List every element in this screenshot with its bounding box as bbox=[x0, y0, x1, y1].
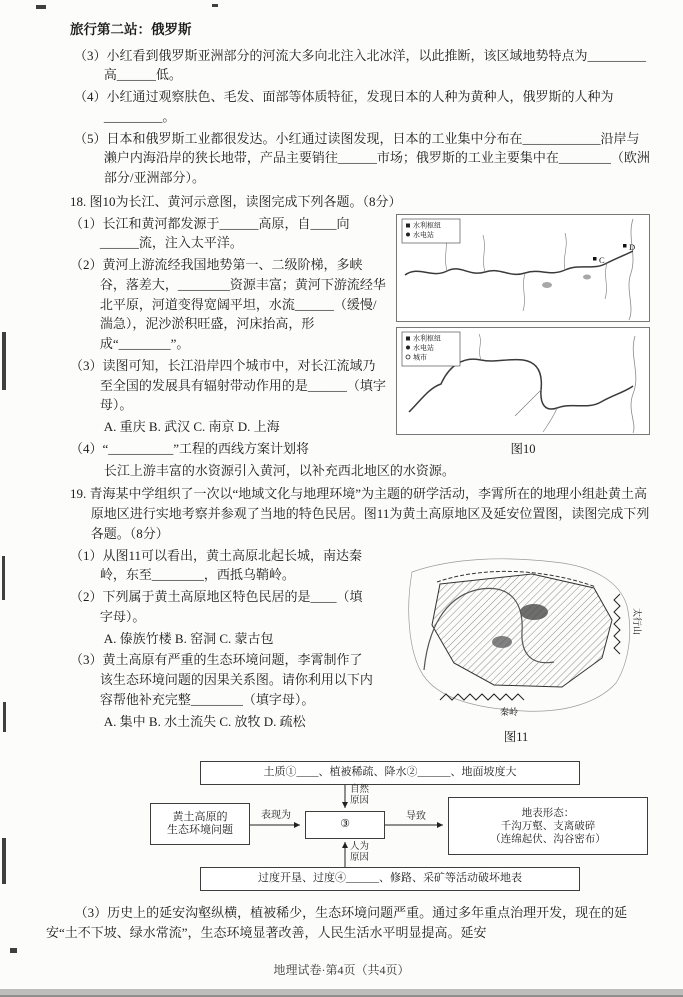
question-19-3: （3）黄土高原有严重的生态环境问题，李霄制作了该生态环境问题的因果关系图。请你利用以下内容帮他补充完整________（填字母）。 bbox=[70, 652, 373, 707]
question-russia-4: （4）小红通过观察肤色、毛发、面部等体质特征，发现日本的人种为黄种人，俄罗斯的人种为_________。 bbox=[74, 89, 614, 124]
city-letter-c: C bbox=[599, 254, 605, 265]
tributary-path bbox=[564, 233, 566, 270]
taihang-label: 太行山 bbox=[632, 607, 642, 635]
question-19-1: （1）从图11可以看出，黄土高原北起长城，南达秦岭，东至________，西抵乌鞘岭。 bbox=[70, 547, 363, 583]
city-letter-d: D bbox=[629, 241, 636, 252]
question-russia-3: （3）小红看到俄罗斯亚洲部分的河流大多向北注入北冰洋，以此推断，该区域地势特点为_________高______低。 bbox=[74, 47, 647, 83]
coastline-path bbox=[631, 336, 636, 433]
flow-problem-line1: 黄土高原的 bbox=[172, 810, 228, 823]
flow-label-cause: 原因 bbox=[350, 796, 370, 807]
flow-human-causes-box: 过度开垦、过度④______、修路、采矿等活动破坏地表 bbox=[200, 867, 580, 891]
figure-10-caption: 图10 bbox=[510, 441, 536, 456]
flow-problem-line2: 生态环境问题 bbox=[167, 824, 233, 837]
figure-10 bbox=[396, 214, 650, 461]
tributary-path bbox=[483, 235, 485, 272]
loess-plateau-map-drawing bbox=[382, 550, 644, 722]
flow-blank-3-box: ③ bbox=[305, 811, 385, 839]
section-title: 旅行第二站：俄罗斯 bbox=[70, 22, 192, 37]
figure-10-yellow-river-map bbox=[396, 327, 650, 435]
yangtze-river-map-drawing bbox=[397, 215, 649, 321]
tributary-path bbox=[605, 263, 607, 299]
legend-label: 水利枢纽 bbox=[413, 221, 441, 230]
legend-label: 城市 bbox=[413, 353, 427, 362]
question-19-block bbox=[70, 546, 650, 748]
tributary-path bbox=[523, 273, 525, 311]
city-marker-icon bbox=[623, 244, 627, 248]
page-footer: 地理试卷·第4页（共4页） bbox=[273, 962, 410, 977]
flow-label-leads-to: 导致 bbox=[406, 811, 426, 823]
figure-11 bbox=[382, 546, 650, 748]
flow-label-human-cause bbox=[350, 842, 369, 864]
scan-artifact bbox=[2, 838, 6, 884]
legend-label: 水电站 bbox=[413, 343, 434, 352]
question-18-4-line1: （4）“__________”工程的西线方案计划将 bbox=[70, 440, 310, 456]
flow-result-line1: 地表形态： bbox=[521, 807, 575, 819]
yellow-river-map-drawing bbox=[397, 328, 649, 434]
page-content bbox=[46, 20, 650, 943]
question-russia-5: （5）日本和俄罗斯工业都很发达。小红通过读图发现，日本的工业集中分布在____________沿岸与濑户内海沿岸的狭长地带，产品主要销往______市场；俄罗斯的工业主要集中在________（欧洲部分/亚洲部分）。 bbox=[74, 130, 650, 186]
scan-artifact bbox=[2, 332, 6, 390]
figure-11-caption: 图11 bbox=[503, 730, 529, 745]
flow-label-human: 人为 bbox=[350, 842, 370, 853]
question-19-intro: 19. 青海某中学组织了一次以“地域文化与地理环境”为主题的研学活动，李霄所在的地理小组赴黄土高原地区进行实地考察并参观了当地的特色民居。图11为黄土高原地区及延安位置图，读图完成下列各题。（8分） bbox=[70, 486, 650, 541]
flow-natural-causes-box: 土质①____、植被稀疏、降水②______、地面坡度大 bbox=[200, 761, 580, 785]
question-19-2: （2）下列属于黄土高原地区特色民居的是____（填字母）。 bbox=[70, 589, 363, 624]
lake-shape bbox=[583, 274, 591, 279]
scan-artifact bbox=[212, 4, 218, 7]
flow-result-box bbox=[448, 797, 648, 855]
reservoir-marker-icon bbox=[406, 223, 410, 227]
city-marker-icon bbox=[593, 257, 597, 261]
closing-paragraph: （3）历史上的延安沟壑纵横，植被稀少，生态环境问题严重。通过多年重点治理开发，现在的延安“土不下坡、绿水常流”，生态环境显著改善，人民生活水平明显提高。延安 bbox=[46, 905, 628, 941]
figure-10-bottom-legend bbox=[402, 332, 460, 366]
legend-label: 水电站 bbox=[413, 230, 434, 239]
lake-shape bbox=[542, 282, 552, 288]
question-18-text-column bbox=[70, 214, 388, 461]
coastline-path bbox=[629, 219, 636, 320]
question-19-3-options: A. 集中 B. 水土流失 C. 放牧 D. 疏松 bbox=[103, 713, 306, 729]
tributary-path bbox=[543, 408, 557, 432]
flow-label-manifests-as: 表现为 bbox=[261, 810, 291, 822]
question-18-1: （1）长江和黄河都发源于______高原，自____向______流，注入太平洋。 bbox=[70, 215, 350, 251]
hydropower-marker-icon bbox=[406, 232, 410, 236]
scan-artifact bbox=[2, 556, 5, 600]
yellow-river-path bbox=[409, 359, 633, 412]
scan-artifact bbox=[3, 702, 6, 732]
legend-label: 水利枢纽 bbox=[413, 334, 441, 343]
dark-shaded-patch bbox=[520, 604, 548, 620]
question-18-4-line2: 长江上游丰富的水资源引入黄河，以补充西北地区的水资源。 bbox=[103, 462, 455, 478]
question-18-block bbox=[70, 214, 650, 461]
hydropower-marker-icon bbox=[406, 345, 410, 349]
question-19-text-column bbox=[70, 546, 374, 748]
figure-10-yangtze-map bbox=[396, 214, 650, 322]
question-18-2: （2）黄河上游流经我国地势第一、二级阶梯，多峡谷，落差大，________资源丰富；黄河下游流经华北平原，河道变得宽阔平坦，水流______（缓慢/湍急），泥沙淤积旺盛，河床抬高，形成“________”。 bbox=[70, 257, 386, 352]
flow-problem-box bbox=[150, 803, 250, 845]
flow-label-natural-cause bbox=[350, 785, 369, 807]
question-19-2-options: A. 傣族竹楼 B. 窑洞 C. 蒙古包 bbox=[103, 630, 274, 646]
tributary-path bbox=[479, 334, 481, 360]
scan-artifact bbox=[36, 5, 46, 9]
question-18-3-options: A. 重庆 B. 武汉 C. 南京 D. 上海 bbox=[103, 419, 280, 435]
figure-10-top-legend bbox=[402, 219, 460, 243]
flow-result-line3: （连绵起伏、沟谷密布） bbox=[490, 833, 606, 845]
cause-effect-flowchart bbox=[150, 761, 655, 893]
scan-artifact bbox=[10, 948, 17, 953]
qinling-mountain-symbols bbox=[440, 694, 524, 700]
reservoir-marker-icon bbox=[406, 336, 410, 340]
qinling-label: 秦岭 bbox=[500, 706, 519, 717]
flow-label-cause: 原因 bbox=[350, 853, 370, 864]
tributary-path bbox=[515, 390, 541, 416]
question-18-3: （3）读图可知，长江沿岸四个城市中，对长江流域乃至全国的发展具有辐射带动作用的是______（填字母）。 bbox=[70, 357, 386, 413]
flow-result-line2: 千沟万壑、支离破碎 bbox=[500, 820, 596, 832]
question-18-intro: 18. 图10为长江、黄河示意图，读图完成下列各题。（8分） bbox=[70, 193, 402, 209]
taihang-mountain-symbols bbox=[614, 594, 620, 654]
flow-label-natural: 自然 bbox=[350, 785, 370, 796]
dark-shaded-patch bbox=[492, 636, 512, 648]
